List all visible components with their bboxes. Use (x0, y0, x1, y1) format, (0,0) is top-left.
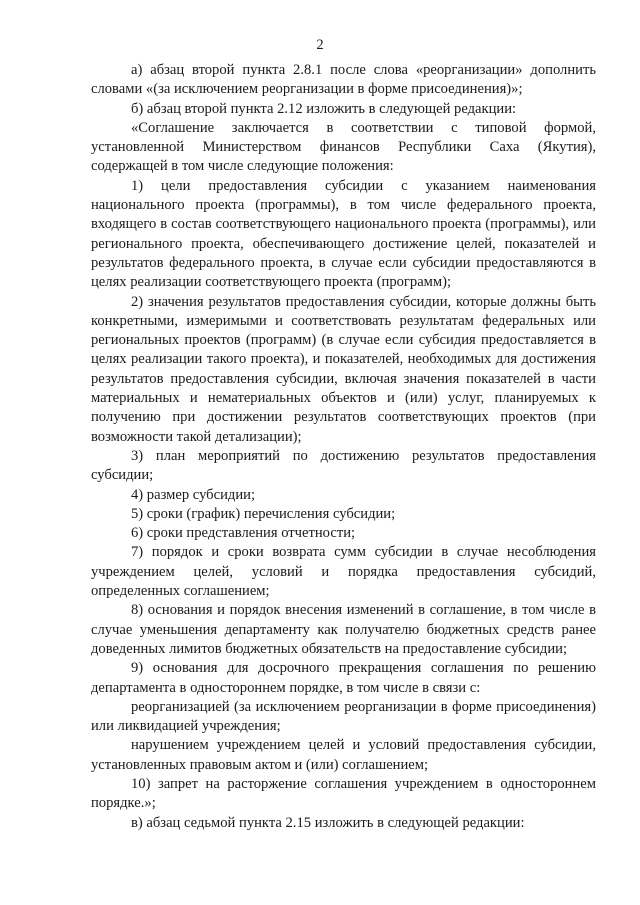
list-item-9-reorganization: реорганизацией (за исключением реорганизации в форме присоединения) или ликвидацией учреждения; (91, 698, 596, 735)
list-item-7: 7) порядок и сроки возврата сумм субсидии в случае несоблюдения учреждением целей, условий и порядка предоставления субсидий, определенных соглашением; (91, 544, 596, 600)
list-item-3: 3) план мероприятий по достижению результатов предоставления субсидии; (91, 447, 596, 484)
document-body (91, 61, 596, 833)
list-item-8: 8) основания и порядок внесения изменений в соглашение, в том числе в случае уменьшения департаменту как получателю бюджетных средств ранее доведенных лимитов бюджетных обязательств на предоставление субсидии; (91, 602, 596, 657)
list-item-5: 5) сроки (график) перечисления субсидии; (131, 505, 396, 522)
list-item-10: 10) запрет на расторжение соглашения учреждением в одностороннем порядке.»; (91, 775, 596, 812)
list-item-1: 1) цели предоставления субсидии с указанием наименования национального проекта (программы), в том числе федерального проекта, входящего в состав соответствующего национального проекта (программы), или регионального проекта, обеспечивающего достижение целей, показателей и результатов федерального проекта, в случае если субсидии предоставляются в целях реализации соответствующего проекта (программ); (91, 177, 596, 291)
list-item-9: 9) основания для досрочного прекращения соглашения по решению департамента в одностороннем порядке, в том числе в связи с: (91, 660, 596, 696)
list-item-9-violation: нарушением учреждением целей и условий предоставления субсидии, установленных правовым актом и (или) соглашением; (91, 737, 596, 773)
paragraph-a: а) абзац второй пункта 2.8.1 после слова «реорганизации» дополнить словами «(за исключением реорганизации в форме присоединения)»; (91, 62, 596, 98)
paragraph-b: б) абзац второй пункта 2.12 изложить в следующей редакции: (131, 100, 517, 117)
list-item-6: 6) сроки представления отчетности; (131, 525, 356, 542)
list-item-4: 4) размер субсидии; (131, 486, 255, 503)
paragraph-agreement-intro: «Соглашение заключается в соответствии с типовой формой, установленной Министерством финансов Республики Саха (Якутия), содержащей в том числе следующие положения: (91, 119, 596, 175)
paragraph-v: в) абзац седьмой пункта 2.15 изложить в следующей редакции: (131, 814, 525, 831)
list-item-2: 2) значения результатов предоставления субсидии, которые должны быть конкретными, измеримыми и соответствовать результатам федеральных или региональных проектов (программ) (в случае если субсидия предоставляется в целях реализации такого проекта), и показателей, необходимых для достижения результатов предоставления субсидии, включая значения показателей в части материальных и нематериальных объектов и (или) услуг, планируемых к получению при достижении результатов соответствующих проектов (при возможности такой детализации); (91, 293, 596, 445)
page-number: 2 (316, 37, 324, 53)
